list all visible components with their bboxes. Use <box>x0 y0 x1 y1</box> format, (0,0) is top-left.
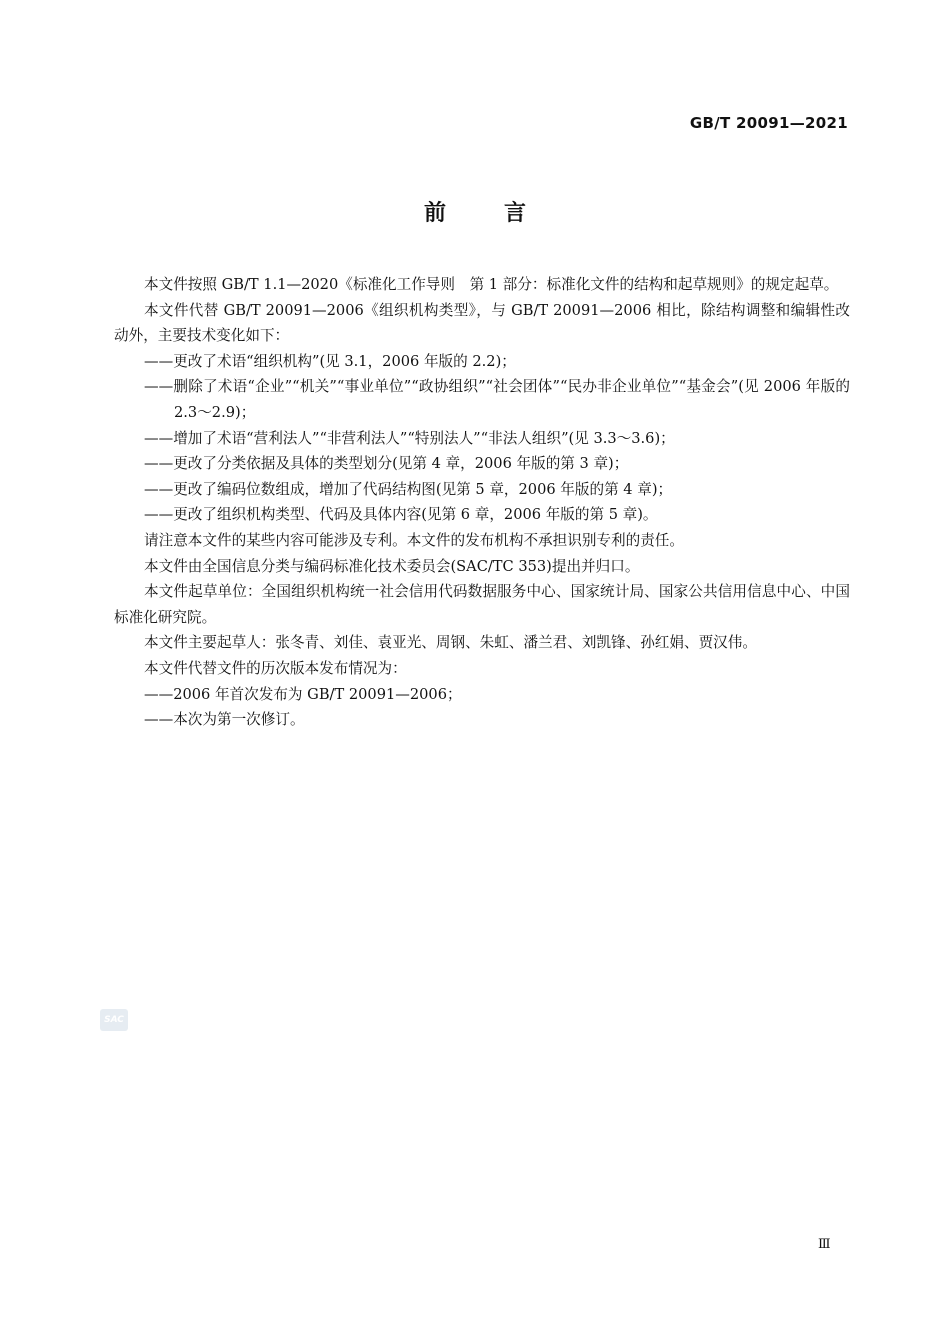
paragraph: 本文件按照 GB/T 1.1—2020《标准化工作导则 第 1 部分：标准化文件的结构和起草规则》的规定起草。 <box>144 276 839 293</box>
paragraph: 请注意本文件的某些内容可能涉及专利。本文件的发布机构不承担识别专利的责任。 <box>144 531 684 549</box>
list-item: ——更改了组织机构类型、代码及具体内容(见第 6 章，2006 年版的第 5 章)。 <box>144 506 658 524</box>
paragraph: 本文件代替文件的历次版本发布情况为： <box>144 659 407 677</box>
list-item: ——更改了分类依据及具体的类型划分(见第 4 章，2006 年版的第 3 章)； <box>144 455 629 473</box>
document-body <box>114 272 850 733</box>
sac-watermark-logo: SAC <box>100 1009 128 1031</box>
page-number: Ⅲ <box>818 1237 831 1252</box>
page-title: 前言 <box>423 201 584 226</box>
list-item: ——增加了术语“营利法人”“非营利法人”“特别法人”“非法人组织”(见 3.3～3.6)； <box>144 429 675 447</box>
paragraph: 本文件代替 GB/T 20091—2006《组织机构类型》，与 GB/T 20091—2006 相比，除结构调整和编辑性改动外，主要技术变化如下： <box>114 301 850 345</box>
list-item: ——更改了编码位数组成，增加了代码结构图(见第 5 章，2006 年版的第 4 章)； <box>144 480 673 498</box>
list-item: ——删除了术语“企业”“机关”“事业单位”“政协组织”“社会团体”“民办非企业单位”“基金会”(见 2006 年版的 2.3～2.9)； <box>144 378 850 421</box>
list-item: ——2006 年首次发布为 GB/T 20091—2006； <box>144 685 462 703</box>
paragraph: 本文件由全国信息分类与编码标准化技术委员会(SAC/TC 353)提出并归口。 <box>144 557 640 575</box>
standard-code: GB/T 20091—2021 <box>689 114 848 132</box>
paragraph: 本文件主要起草人：张冬青、刘佳、袁亚光、周钢、朱虹、潘兰君、刘凯锋、孙红娟、贾汉伟。 <box>144 634 757 652</box>
paragraph: 本文件起草单位：全国组织机构统一社会信用代码数据服务中心、国家统计局、国家公共信用信息中心、中国标准化研究院。 <box>114 583 850 626</box>
list-item: ——本次为第一次修订。 <box>144 711 305 729</box>
list-item: ——更改了术语“组织机构”(见 3.1，2006 年版的 2.2)； <box>144 352 516 370</box>
